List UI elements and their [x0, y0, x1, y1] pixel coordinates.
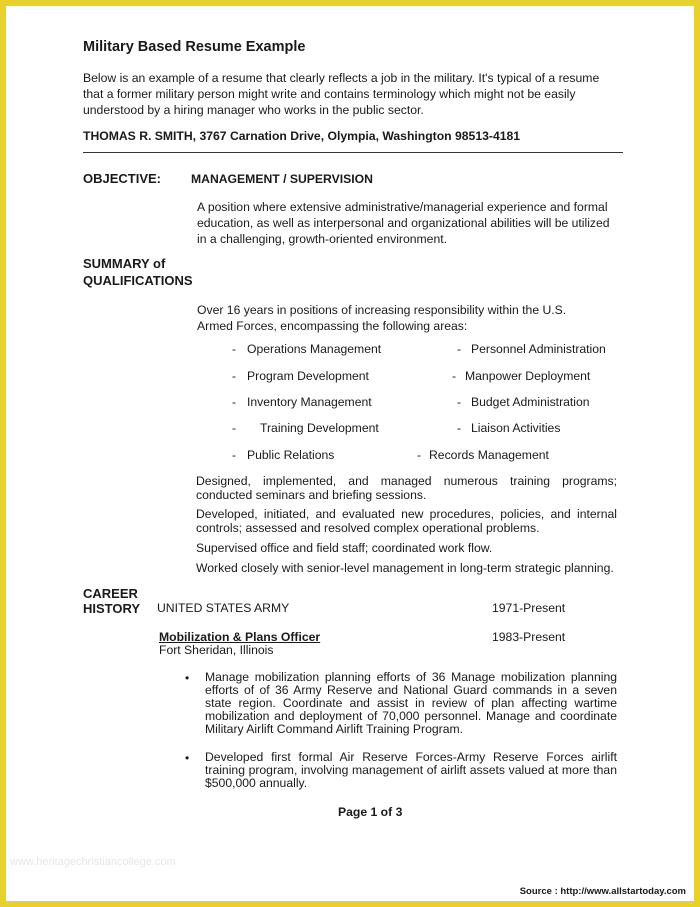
objective-heading: OBJECTIVE: — [83, 171, 162, 186]
summary-lead: Over 16 years in positions of increasing responsibility within the U.S. Armed Forces, encompassing the following areas: — [197, 303, 567, 333]
job-title: Mobilization & Plans Officer — [159, 630, 321, 644]
area-item: Public Relations — [247, 448, 335, 462]
area-item: Budget Administration — [471, 395, 590, 409]
job-location: Fort Sheridan, Illinois — [159, 643, 274, 657]
page-number: Page 1 of 3 — [338, 805, 403, 819]
divider-rule — [83, 152, 623, 153]
area-dash: - — [457, 342, 462, 356]
area-item: Inventory Management — [247, 395, 372, 409]
contact-line: THOMAS R. SMITH, 3767 Carnation Drive, Olympia, Washington 98513-4181 — [83, 129, 521, 143]
area-dash: - — [457, 395, 462, 409]
job-dates: 1983-Present — [492, 630, 566, 644]
bullet-icon: • — [185, 751, 190, 765]
bullet-icon: • — [185, 671, 190, 685]
list-item: Developed first formal Air Reserve Forces-Army Reserve Forces airlift training program, involving management of airlift assets valued at more than $500,000 annually. — [205, 750, 617, 790]
summary-paragraph: Developed, initiated, and evaluated new procedures, policies, and internal controls; assessed and resolved complex operational problems. — [196, 507, 617, 535]
area-item: Personnel Administration — [471, 342, 606, 356]
area-dash: - — [457, 421, 462, 435]
career-heading-line2: HISTORY — [83, 601, 141, 616]
employer-dates: 1971-Present — [492, 601, 566, 615]
area-dash: - — [417, 448, 422, 462]
area-dash: - — [232, 369, 237, 383]
page-title: Military Based Resume Example — [83, 39, 306, 55]
objective-subheading: MANAGEMENT / SUPERVISION — [191, 172, 373, 186]
area-dash: - — [232, 342, 237, 356]
summary-paragraph: Worked closely with senior-level management in long-term strategic planning. — [196, 561, 614, 575]
summary-heading-line2: QUALIFICATIONS — [83, 273, 193, 288]
area-item: Operations Management — [247, 342, 382, 356]
area-item: Records Management — [429, 448, 549, 462]
employer-name: UNITED STATES ARMY — [157, 601, 290, 615]
area-item: Program Development — [247, 369, 369, 383]
summary-heading-line1: SUMMARY of — [83, 256, 166, 271]
area-item: Liaison Activities — [471, 421, 561, 435]
summary-paragraph: Designed, implemented, and managed numerous training programs; conducted seminars and briefing sessions. — [196, 474, 617, 502]
career-heading-line1: CAREER — [83, 586, 138, 601]
objective-text: A position where extensive administrative/managerial experience and formal education, as well as interpersonal and organizational abilities will be utilized in a challenging, growth-oriented environment. — [197, 200, 610, 246]
list-item: Manage mobilization planning efforts of 36 Manage mobilization planning efforts of of 36 Army Reserve and National Guard commands in a seven state region. Coordinate and assist in review of plan affecting wartime mobilization and deployment of 70,000 personnel. Manage and coordinate Military Airlift Command Airlift Training Program. — [205, 670, 617, 736]
summary-paragraph: Supervised office and field staff; coordinated work flow. — [196, 541, 493, 555]
area-dash: - — [232, 421, 237, 435]
area-dash: - — [232, 448, 237, 462]
area-dash: - — [452, 369, 457, 383]
area-dash: - — [232, 395, 237, 409]
area-item: Training Development — [260, 421, 379, 435]
source-credit: Source : http://www.allstartoday.com — [519, 886, 686, 897]
watermark: www.heritagechristiancollege.com — [10, 856, 176, 868]
intro-paragraph: Below is an example of a resume that clearly reflects a job in the military. It's typical of a resume that a former military person might write and contains terminology which might not be easily understood by a hiring manager who works in the public sector. — [83, 71, 600, 117]
area-item: Manpower Deployment — [465, 369, 591, 383]
